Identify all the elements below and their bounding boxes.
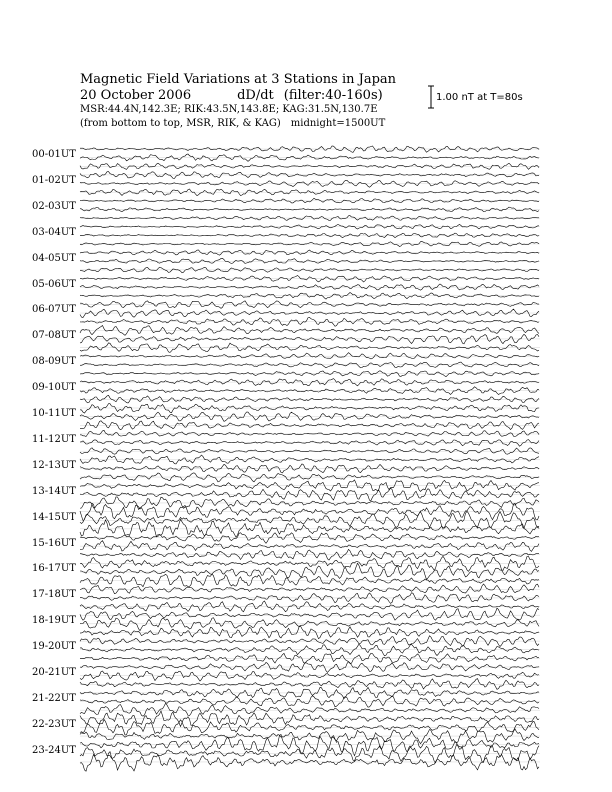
hour-label: 21-22UT	[32, 692, 76, 704]
hour-label: 04-05UT	[32, 252, 76, 264]
hour-label: 01-02UT	[32, 174, 76, 186]
magnetic-trace	[80, 519, 539, 537]
hour-label: 17-18UT	[32, 589, 76, 601]
hour-label: 14-15UT	[32, 511, 76, 523]
magnetic-trace	[80, 503, 539, 521]
hour-label: 13-14UT	[32, 485, 76, 497]
magnetic-trace	[80, 679, 539, 690]
midnight-note: midnight=1500UT	[290, 118, 386, 129]
magnetic-trace	[80, 258, 539, 263]
hour-label: 12-13UT	[32, 459, 76, 471]
magnetic-trace	[80, 473, 539, 482]
hour-label: 16-17UT	[32, 563, 76, 575]
magnetic-trace	[80, 180, 539, 187]
magnetic-trace	[80, 430, 539, 436]
scale-bar	[428, 86, 434, 108]
magnetic-trace	[80, 440, 539, 447]
magnetic-trace	[80, 455, 539, 464]
magnetic-trace	[80, 276, 539, 283]
magnetic-trace	[80, 703, 539, 716]
scale-bar-label: 1.00 nT at T=80s	[436, 92, 523, 103]
hour-label: 22-23UT	[32, 718, 76, 730]
chart-quantity: dD/dt	[237, 88, 274, 103]
magnetic-trace	[80, 309, 539, 317]
chart-title: Magnetic Field Variations at 3 Stations in Japan	[80, 72, 397, 87]
chart-date: 20 October 2006	[80, 88, 192, 103]
hour-label: 23-24UT	[32, 744, 76, 756]
magnetic-trace	[80, 719, 539, 735]
magnetic-trace	[80, 395, 539, 403]
hour-label: 20-21UT	[32, 667, 76, 678]
station-coordinates: MSR:44.4N,142.3E; RIK:43.5N,143.8E; KAG:31.5N,130.7E	[80, 104, 378, 115]
magnetic-trace	[80, 618, 539, 631]
hour-label: 00-01UT	[32, 149, 76, 160]
station-order-note: (from bottom to top, MSR, RIK, & KAG)	[80, 118, 281, 129]
magnetic-trace	[80, 404, 539, 413]
hour-label: 19-20UT	[32, 641, 76, 653]
magnetic-trace	[80, 556, 539, 571]
hour-label: 05-06UT	[32, 278, 76, 290]
magnetic-trace	[80, 644, 539, 656]
hour-label: 09-10UT	[32, 382, 76, 394]
magnetic-trace	[80, 533, 539, 544]
magnetic-trace	[80, 574, 539, 587]
magnetic-trace	[80, 584, 539, 594]
hour-label: 03-04UT	[32, 226, 76, 238]
hour-label: 08-09UT	[32, 356, 76, 368]
chart-filter: (filter:40-160s)	[283, 88, 383, 103]
hour-label: 06-07UT	[32, 304, 76, 316]
magnetic-trace	[80, 353, 539, 359]
hour-label: 18-19UT	[32, 615, 76, 627]
hour-label: 15-16UT	[32, 537, 76, 549]
magnetic-trace	[80, 608, 539, 620]
hour-label: 07-08UT	[32, 330, 76, 342]
hour-label: 11-12UT	[32, 433, 76, 445]
hour-label: 02-03UT	[32, 200, 76, 212]
magnetic-trace	[80, 745, 539, 763]
magnetic-trace	[80, 671, 539, 681]
hour-label: 10-11UT	[32, 408, 76, 419]
